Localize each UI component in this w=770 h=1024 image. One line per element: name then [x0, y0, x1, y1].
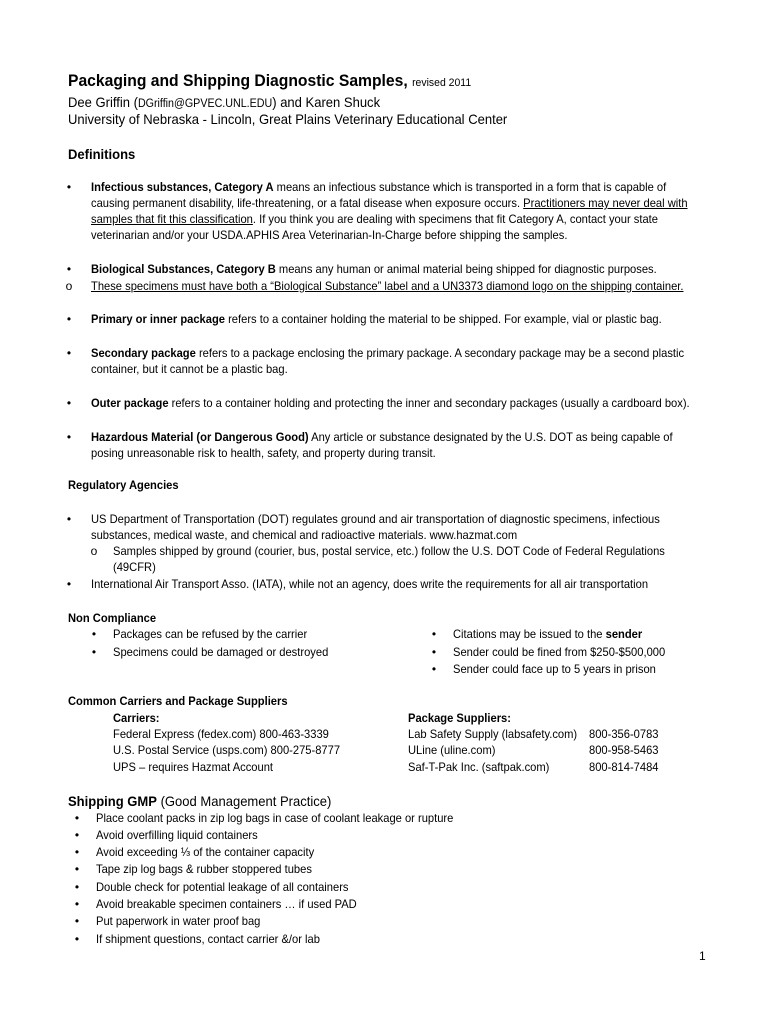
def-category-b: [91, 261, 657, 277]
bullet-icon: •: [74, 914, 80, 928]
term-category-b: Biological Substances, Category B: [91, 262, 276, 276]
supplier-phone: 800-958-5463: [589, 743, 659, 757]
def-text: refers to a container holding and protecting the inner and secondary packages (usually a cardboard box).: [168, 396, 690, 410]
bullet-icon: •: [91, 627, 97, 641]
term-outer-package: Outer package: [91, 396, 169, 410]
bullet-icon: •: [74, 845, 80, 859]
bullet-icon: •: [431, 645, 437, 659]
regulatory-dot-sub-line2: (49CFR): [113, 560, 156, 574]
underlined-warning: samples that fit this classification: [91, 212, 253, 226]
supplier-name: Lab Safety Supply (labsafety.com): [408, 727, 578, 741]
bullet-icon: •: [66, 312, 72, 326]
bullet-icon: •: [66, 262, 72, 276]
def-secondary-package-line1: [91, 345, 684, 361]
gmp-heading-bold: Shipping GMP: [68, 793, 157, 809]
term-primary-package: Primary or inner package: [91, 312, 225, 326]
author-suffix: ) and Karen Shuck: [272, 94, 381, 110]
gmp-item: If shipment questions, contact carrier &/or lab: [96, 932, 320, 946]
non-compliance-heading: Non Compliance: [68, 611, 157, 625]
def-category-a-line2: [91, 195, 688, 211]
sender-emphasis: sender: [605, 627, 643, 641]
def-hazmat-line1: [91, 429, 673, 445]
regulatory-dot-sub-line1: Samples shipped by ground (courier, bus, postal service, etc.) follow the U.S. DOT Code of Federal Regulations: [113, 544, 665, 558]
def-outer-package: [91, 395, 690, 411]
gmp-item: Put paperwork in water proof bag: [96, 914, 261, 928]
regulatory-dot-line2: substances, medical waste, and chemical and radioactive materials. www.hazmat.com: [91, 528, 518, 542]
supplier-name: ULine (uline.com): [408, 743, 496, 757]
gmp-item: Avoid breakable specimen containers … if used PAD: [96, 897, 357, 911]
document-title: [68, 71, 471, 93]
bullet-icon: •: [74, 897, 80, 911]
bullet-icon: •: [91, 645, 97, 659]
carrier-item: U.S. Postal Service (usps.com) 800-275-8777: [113, 743, 341, 757]
def-text: causing permanent disability, life-threatening, or a fatal disease when exposure occurs.: [91, 196, 524, 210]
bullet-icon: •: [66, 430, 72, 444]
bullet-icon: •: [74, 880, 80, 894]
non-compliance-left-item: Packages can be refused by the carrier: [113, 627, 308, 641]
def-category-a-line3: [91, 211, 658, 227]
bullet-icon: •: [66, 577, 72, 591]
regulatory-iata: International Air Transport Asso. (IATA), while not an agency, does write the requirements for all air transportation: [91, 577, 649, 591]
term-secondary-package: Secondary package: [91, 346, 196, 360]
bullet-icon: •: [66, 346, 72, 360]
definitions-heading: Definitions: [68, 146, 136, 162]
non-compliance-left-item: Specimens could be damaged or destroyed: [113, 645, 329, 659]
non-compliance-right-item: Sender could be fined from $250-$500,000: [453, 645, 666, 659]
gmp-item: Tape zip log bags & rubber stoppered tubes: [96, 862, 312, 876]
bullet-icon: •: [431, 627, 437, 641]
title-text: Packaging and Shipping Diagnostic Samples,: [68, 72, 408, 90]
sub-bullet-icon: o: [65, 279, 73, 293]
revision-note: revised 2011: [412, 77, 472, 89]
carrier-item: Federal Express (fedex.com) 800-463-3339: [113, 727, 329, 741]
def-primary-package: [91, 311, 662, 327]
underlined-warning: Practitioners may never deal with: [523, 196, 688, 210]
regulatory-dot-line1: US Department of Transportation (DOT) regulates ground and air transportation of diagnostic specimens, infectious: [91, 512, 660, 526]
non-compliance-right-item: [453, 626, 642, 642]
supplier-name: Saf-T-Pak Inc. (saftpak.com): [408, 760, 550, 774]
gmp-heading-rest: (Good Management Practice): [156, 793, 332, 809]
citation-text: Citations may be issued to the: [453, 627, 606, 641]
bullet-icon: •: [74, 862, 80, 876]
def-secondary-package-line2: container, but it cannot be a plastic bag.: [91, 362, 288, 376]
bullet-icon: •: [66, 396, 72, 410]
sub-bullet-icon: o: [90, 544, 98, 558]
bullet-icon: •: [66, 180, 72, 194]
bullet-icon: •: [431, 662, 437, 676]
gmp-item: Place coolant packs in zip log bags in case of coolant leakage or rupture: [96, 811, 454, 825]
def-text: . If you think you are dealing with specimens that fit Category A, contact your state: [252, 212, 658, 226]
gmp-item: Avoid overfilling liquid containers: [96, 828, 258, 842]
def-text: refers to a container holding the material to be shipped. For example, vial or plastic bag.: [224, 312, 662, 326]
bullet-icon: •: [66, 512, 72, 526]
supplier-phone: 800-814-7484: [589, 760, 659, 774]
suppliers-label: Package Suppliers:: [408, 711, 511, 725]
page-number: 1: [699, 949, 706, 963]
gmp-heading: [68, 792, 331, 810]
author-email: DGriffin@GPVEC.UNL.EDU: [137, 98, 273, 110]
def-text: means any human or animal material being shipped for diagnostic purposes.: [275, 262, 657, 276]
def-text: Any article or substance designated by the U.S. DOT as being capable of: [308, 430, 673, 444]
def-text: refers to a package enclosing the primary package. A secondary package may be a second plastic: [195, 346, 685, 360]
bullet-icon: •: [74, 811, 80, 825]
carrier-item: UPS – requires Hazmat Account: [113, 760, 274, 774]
def-category-a-line4: veterinarian and/or your USDA.APHIS Area Veterinarian-In-Charge before shipping the samples.: [91, 228, 568, 242]
regulatory-heading: Regulatory Agencies: [68, 478, 179, 492]
carriers-label: Carriers:: [113, 711, 160, 725]
supplier-phone: 800-356-0783: [589, 727, 659, 741]
term-hazardous-material: Hazardous Material (or Dangerous Good): [91, 430, 309, 444]
gmp-item: Avoid exceeding ⅓ of the container capacity: [96, 845, 315, 859]
def-hazmat-line2: posing unreasonable risk to health, safety, and property during transit.: [91, 446, 436, 460]
term-category-a: Infectious substances, Category A: [91, 180, 274, 194]
def-category-a-line1: [91, 179, 666, 195]
bullet-icon: •: [74, 828, 80, 842]
institution-line: University of Nebraska - Lincoln, Great Plains Veterinary Educational Center: [68, 111, 508, 127]
gmp-item: Double check for potential leakage of all containers: [96, 880, 349, 894]
carriers-heading: Common Carriers and Package Suppliers: [68, 694, 288, 708]
bullet-icon: •: [74, 932, 80, 946]
def-category-b-label-requirement: These specimens must have both a “Biological Substance” label and a UN3373 diamond logo on the shipping container.: [91, 279, 684, 293]
def-text: means an infectious substance which is transported in a form that is capable of: [273, 180, 667, 194]
author-prefix: Dee Griffin (: [68, 94, 138, 110]
non-compliance-right-item: Sender could face up to 5 years in prison: [453, 662, 656, 676]
